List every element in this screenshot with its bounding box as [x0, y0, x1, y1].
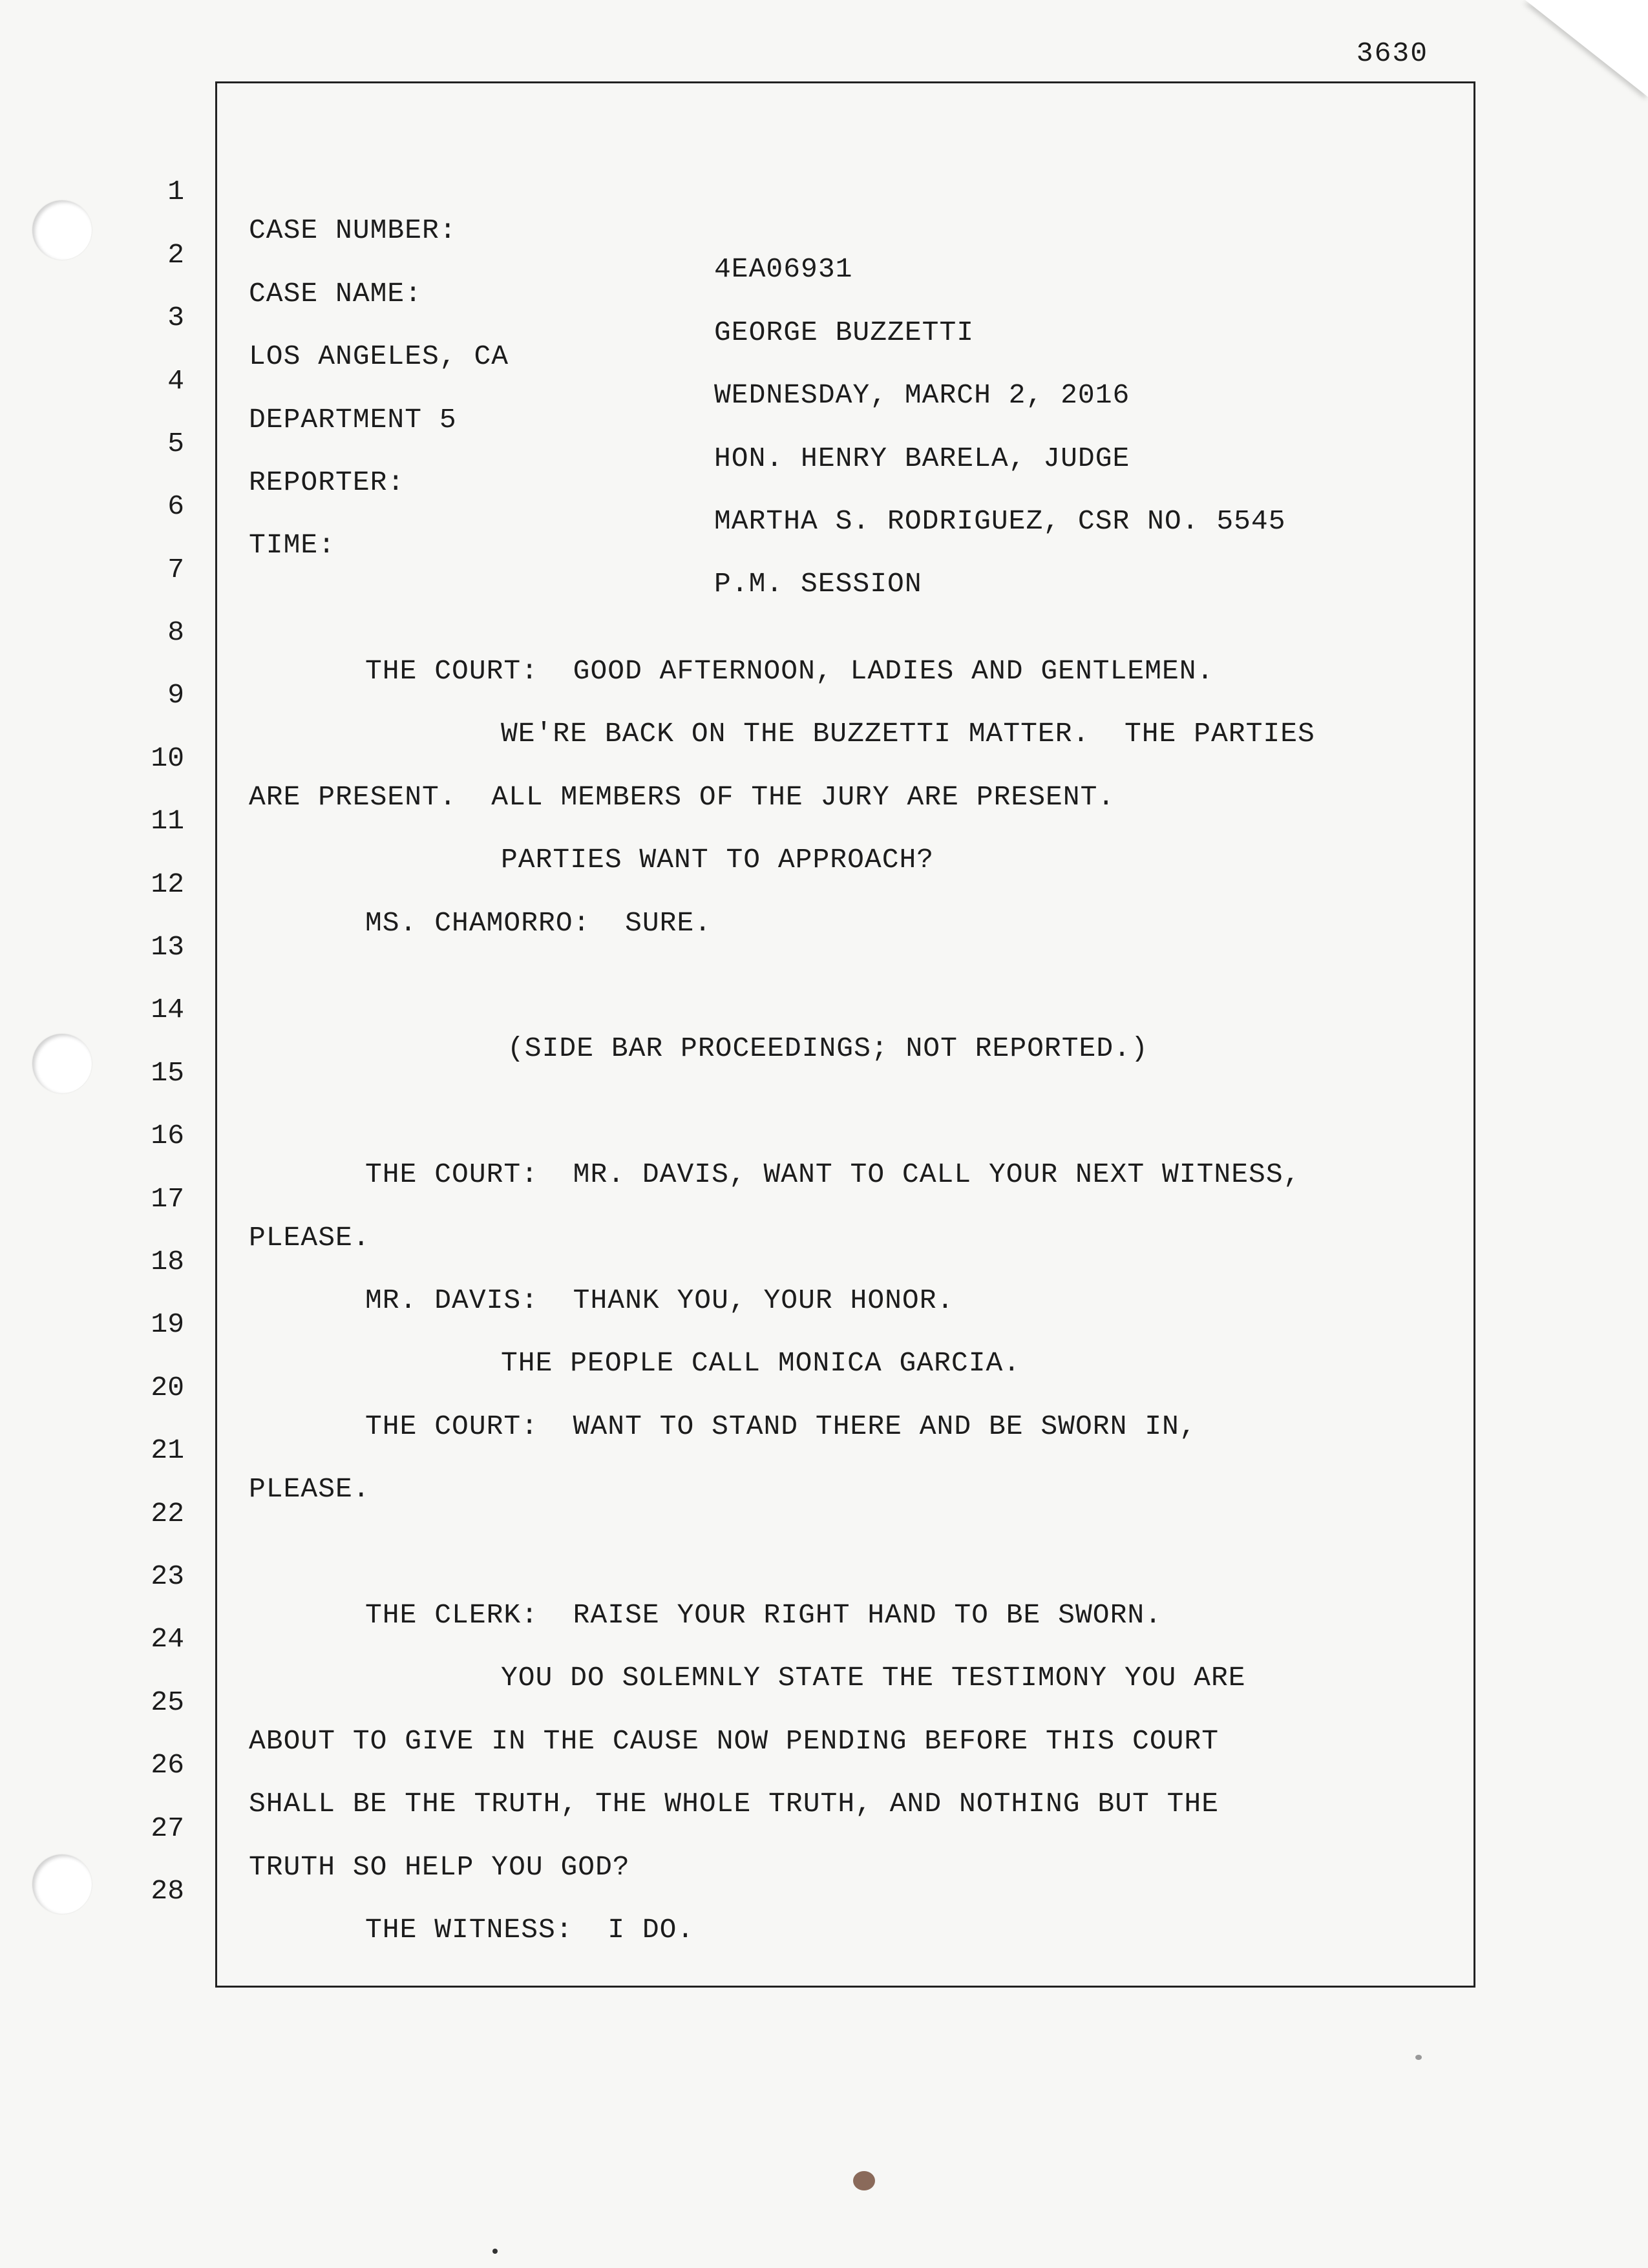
line-text: THE PEOPLE CALL MONICA GARCIA.	[501, 1347, 1021, 1379]
line-number: 26	[151, 1749, 184, 1781]
scan-speck	[492, 2249, 498, 2254]
line-number: 15	[151, 1057, 184, 1089]
line-number: 17	[151, 1183, 184, 1215]
line-text: ABOUT TO GIVE IN THE CAUSE NOW PENDING BEFORE THIS COURT	[249, 1725, 1220, 1757]
line-number: 20	[151, 1372, 184, 1403]
case-number-label: CASE NUMBER:	[249, 215, 457, 246]
transcript-line	[0, 1392, 1648, 1505]
line-number: 6	[167, 490, 184, 522]
transcript-line	[0, 826, 1648, 939]
transcript-line	[0, 1581, 1648, 1694]
line-text: THE COURT: WANT TO STAND THERE AND BE SWORN IN,	[365, 1411, 1197, 1442]
line-number: 1	[167, 176, 184, 207]
line-number: 12	[151, 868, 184, 900]
line-number: 16	[151, 1120, 184, 1151]
session-date: WEDNESDAY, MARCH 2, 2016	[714, 379, 1130, 411]
line-text: SHALL BE THE TRUTH, THE WHOLE TRUTH, AND NOTHING BUT THE	[249, 1788, 1220, 1820]
line-text: MR. DAVIS: THANK YOU, YOUR HONOR.	[365, 1285, 955, 1316]
line-number: 22	[151, 1498, 184, 1529]
line-text: WE'RE BACK ON THE BUZZETTI MATTER. THE PARTIES	[501, 718, 1315, 750]
line-number: 14	[151, 994, 184, 1025]
line-number: 4	[167, 365, 184, 397]
transcript-line	[0, 952, 1648, 1064]
case-name-label: CASE NAME:	[249, 278, 423, 310]
line-text: THE CLERK: RAISE YOUR RIGHT HAND TO BE SWORN.	[365, 1599, 1162, 1631]
reporter-label: REPORTER:	[249, 467, 405, 498]
line-number: 27	[151, 1812, 184, 1844]
line-text: ARE PRESENT. ALL MEMBERS OF THE JURY ARE PRESENT.	[249, 781, 1115, 813]
transcript-line	[0, 134, 1648, 285]
transcript-line	[0, 889, 1648, 963]
transcript-line	[0, 1456, 1648, 1529]
transcript-line	[0, 763, 1648, 876]
transcript-line	[0, 1707, 1648, 1820]
line-number: 8	[167, 616, 184, 648]
folded-page-corner	[1525, 0, 1648, 97]
transcript-line	[0, 1078, 1648, 1190]
session-time: P.M. SESSION	[714, 568, 922, 600]
case-name-value: GEORGE BUZZETTI	[714, 317, 975, 348]
transcript-line	[0, 700, 1648, 813]
line-text: THE COURT: MR. DAVIS, WANT TO CALL YOUR NEXT WITNESS,	[365, 1159, 1301, 1190]
line-text: THE WITNESS: I DO.	[365, 1914, 695, 1946]
line-text: PARTIES WANT TO APPROACH?	[501, 844, 935, 876]
line-number: 13	[151, 931, 184, 963]
case-number-value: 4EA06931	[714, 253, 853, 285]
transcript-line	[0, 1015, 1648, 1089]
transcript-line	[0, 1330, 1648, 1442]
line-number: 24	[151, 1623, 184, 1655]
judge-name: HON. HENRY BARELA, JUDGE	[714, 443, 1130, 474]
transcript-line	[0, 1266, 1648, 1379]
line-text: MS. CHAMORRO: SURE.	[365, 907, 712, 939]
reporter-name: MARTHA S. RODRIGUEZ, CSR NO. 5545	[714, 505, 1286, 537]
location-label: LOS ANGELES, CA	[249, 341, 509, 372]
line-number: 5	[167, 428, 184, 459]
transcript-line	[0, 1141, 1648, 1254]
line-text: YOU DO SOLEMNLY STATE THE TESTIMONY YOU ARE	[501, 1662, 1246, 1694]
transcript-line	[0, 1833, 1648, 1946]
line-text: THE COURT: GOOD AFTERNOON, LADIES AND GENTLEMEN.	[365, 655, 1214, 687]
scan-speck	[853, 2171, 875, 2190]
transcript-page-number: 3630	[1356, 37, 1428, 69]
line-number: 3	[167, 302, 184, 333]
transcript-line	[0, 1204, 1648, 1316]
department-label: DEPARTMENT 5	[249, 404, 457, 436]
line-text: PLEASE.	[249, 1222, 370, 1254]
transcript-line	[0, 1644, 1648, 1757]
line-number: 10	[151, 742, 184, 774]
transcript-line	[0, 1518, 1648, 1631]
line-number: 11	[151, 805, 184, 837]
line-number: 21	[151, 1434, 184, 1466]
line-text: (SIDE BAR PROCEEDINGS; NOT REPORTED.)	[507, 1033, 1148, 1064]
transcript-line	[0, 637, 1648, 750]
line-number: 25	[151, 1686, 184, 1718]
scan-speck	[1415, 2055, 1422, 2060]
line-number: 23	[151, 1560, 184, 1592]
time-label: TIME:	[249, 529, 336, 561]
line-number: 18	[151, 1246, 184, 1277]
transcript-line	[0, 1770, 1648, 1883]
line-text: PLEASE.	[249, 1473, 370, 1505]
line-number: 2	[167, 239, 184, 271]
line-number: 19	[151, 1308, 184, 1340]
line-number: 7	[167, 554, 184, 585]
line-text: TRUTH SO HELP YOU GOD?	[249, 1851, 630, 1883]
line-number: 9	[167, 679, 184, 711]
transcript-line	[0, 574, 1648, 687]
line-number: 28	[151, 1875, 184, 1907]
